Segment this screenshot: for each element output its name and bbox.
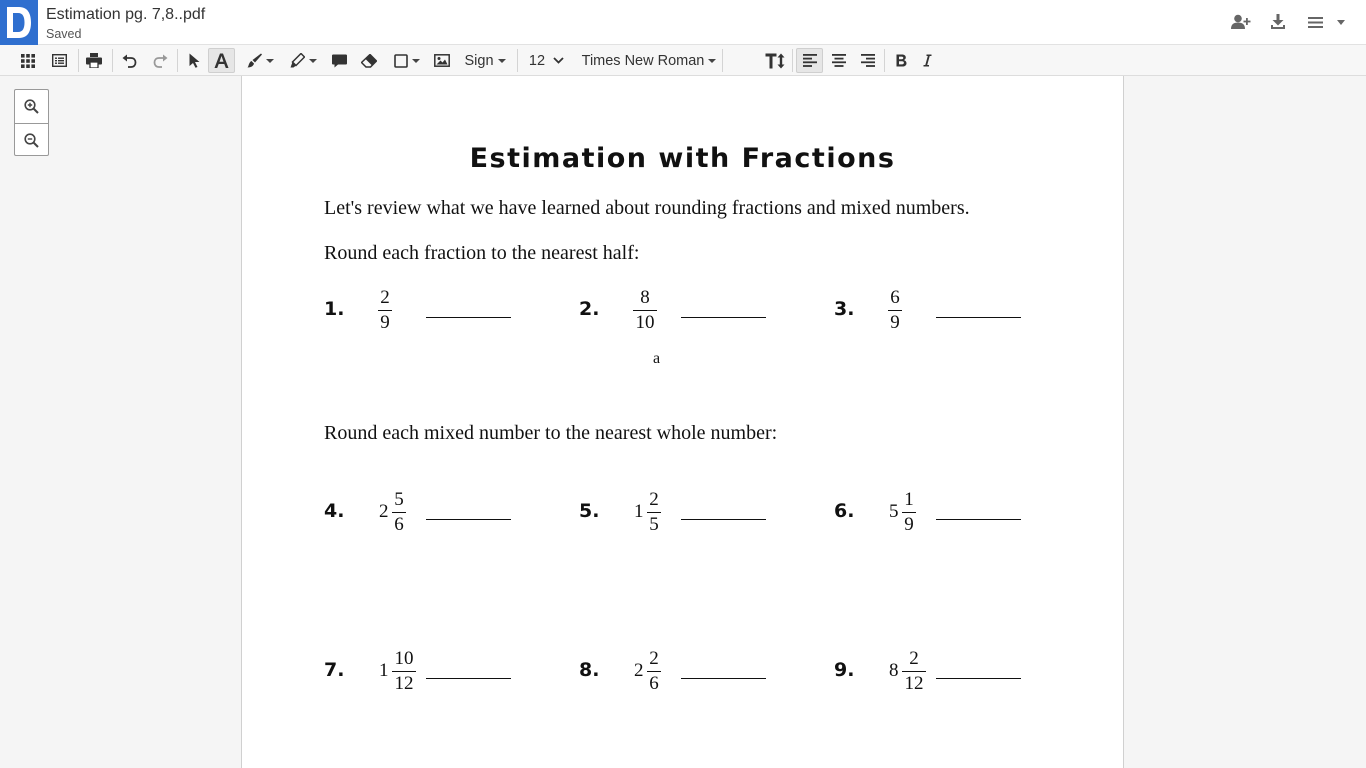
- text-tool-icon: [214, 53, 229, 68]
- menu-dropdown-button[interactable]: [1331, 12, 1351, 32]
- zoom-out-button[interactable]: [15, 123, 48, 156]
- numerator: 2: [649, 489, 659, 510]
- chevron-down-icon: [708, 59, 716, 63]
- chevron-down-icon: [309, 59, 317, 63]
- pdf-page[interactable]: [241, 76, 1124, 768]
- zoom-in-button[interactable]: [15, 90, 48, 123]
- fraction-bar: [392, 512, 406, 513]
- download-icon: [1271, 14, 1285, 30]
- answer-blank[interactable]: [936, 519, 1021, 520]
- denominator: 9: [380, 312, 390, 333]
- align-right-button[interactable]: [857, 48, 879, 73]
- chevron-down-icon: [498, 59, 506, 63]
- denominator: 9: [904, 514, 914, 535]
- document-logo-icon: [5, 6, 33, 39]
- toolbar-divider: [517, 49, 518, 72]
- sign-button[interactable]: [462, 48, 508, 73]
- toolbar-divider: [78, 49, 79, 72]
- problem-number: 3.: [834, 298, 855, 320]
- text-annotation[interactable]: a: [653, 350, 661, 367]
- undo-icon: [122, 54, 137, 68]
- font-size-select[interactable]: [524, 48, 569, 73]
- cursor-icon: [189, 53, 200, 68]
- font-family-value: Times New Roman: [581, 52, 705, 69]
- eraser-tool-button[interactable]: [358, 48, 380, 73]
- fraction: [392, 648, 416, 695]
- toolbar-divider: [177, 49, 178, 72]
- brush-icon: [247, 53, 262, 68]
- zoom-out-icon: [24, 133, 39, 148]
- image-icon: [434, 54, 450, 67]
- list-icon: [52, 54, 67, 67]
- fraction: [888, 287, 902, 334]
- share-button[interactable]: [1230, 12, 1252, 32]
- problem-number: 1.: [324, 298, 345, 320]
- text-tool-button[interactable]: [208, 48, 235, 73]
- whole-number: 1: [634, 501, 644, 522]
- numerator: 5: [394, 489, 404, 510]
- toolbar-divider: [884, 49, 885, 72]
- fraction-bar: [647, 512, 661, 513]
- font-family-select[interactable]: [576, 48, 722, 73]
- section-fractions-heading: Round each fraction to the nearest half:: [324, 242, 640, 264]
- fraction: [633, 287, 657, 334]
- toolbar-divider: [792, 49, 793, 72]
- fraction-bar: [902, 671, 926, 672]
- text-size-button[interactable]: [763, 48, 786, 73]
- italic-button[interactable]: [917, 48, 937, 73]
- comment-icon: [332, 54, 347, 68]
- fraction: [902, 648, 926, 695]
- comment-tool-button[interactable]: [328, 48, 350, 73]
- print-icon: [86, 53, 102, 68]
- download-button[interactable]: [1267, 12, 1289, 32]
- answer-blank[interactable]: [681, 519, 766, 520]
- chevron-down-icon: [412, 59, 420, 63]
- add-user-icon: [1231, 14, 1251, 30]
- align-left-button[interactable]: [796, 48, 823, 73]
- editor-toolbar: [0, 45, 1366, 76]
- fraction: [378, 287, 392, 334]
- list-view-button[interactable]: [48, 48, 70, 73]
- chevron-down-icon: [1337, 20, 1345, 25]
- numerator: 1: [904, 489, 914, 510]
- fraction-bar: [902, 512, 916, 513]
- intro-text: Let's review what we have learned about rounding fractions and mixed numbers.: [324, 197, 970, 219]
- numerator: 2: [380, 287, 390, 308]
- whole-number: 5: [889, 501, 899, 522]
- select-tool-button[interactable]: [183, 48, 205, 73]
- italic-icon: [923, 54, 932, 67]
- fraction-bar: [633, 310, 657, 311]
- answer-blank[interactable]: [936, 678, 1021, 679]
- fraction: [392, 489, 406, 536]
- toolbar-divider: [722, 49, 723, 72]
- numerator: 6: [890, 287, 900, 308]
- problem-number: 6.: [834, 500, 855, 522]
- app-logo[interactable]: [0, 0, 38, 45]
- fraction-bar: [378, 310, 392, 311]
- align-left-icon: [803, 54, 817, 67]
- answer-blank[interactable]: [426, 317, 511, 318]
- save-status: Saved: [46, 27, 82, 41]
- eraser-icon: [361, 54, 377, 68]
- answer-blank[interactable]: [426, 519, 511, 520]
- menu-icon: [1308, 16, 1323, 29]
- redo-icon: [153, 54, 168, 68]
- align-center-button[interactable]: [828, 48, 850, 73]
- answer-blank[interactable]: [681, 678, 766, 679]
- worksheet-title: Estimation with Fractions: [469, 143, 896, 174]
- problem-number: 7.: [324, 659, 345, 681]
- problem-number: 9.: [834, 659, 855, 681]
- bold-icon: [896, 54, 907, 67]
- square-icon: [394, 54, 408, 68]
- problem-number: 8.: [579, 659, 600, 681]
- denominator: 12: [904, 673, 924, 694]
- fraction: [647, 648, 661, 695]
- denominator: 5: [649, 514, 659, 535]
- toolbar-divider: [112, 49, 113, 72]
- menu-button[interactable]: [1304, 12, 1326, 32]
- answer-blank[interactable]: [681, 317, 766, 318]
- sign-label: Sign: [464, 52, 494, 69]
- problem-number: 5.: [579, 500, 600, 522]
- fraction-bar: [888, 310, 902, 311]
- text-height-icon: [765, 53, 785, 69]
- denominator: 6: [394, 514, 404, 535]
- whole-number: 8: [889, 660, 899, 681]
- numerator: 2: [649, 648, 659, 669]
- answer-blank[interactable]: [936, 317, 1021, 318]
- highlighter-icon: [290, 53, 305, 68]
- fraction-bar: [392, 671, 416, 672]
- redo-button[interactable]: [149, 48, 171, 73]
- fraction-bar: [647, 671, 661, 672]
- zoom-controls: [14, 89, 49, 156]
- chevron-down-icon: [553, 57, 564, 64]
- whole-number: 1: [379, 660, 389, 681]
- fraction: [902, 489, 916, 536]
- shape-tool-button[interactable]: [388, 48, 426, 73]
- thumbnails-button[interactable]: [17, 48, 39, 73]
- highlight-tool-button[interactable]: [285, 48, 322, 73]
- denominator: 6: [649, 673, 659, 694]
- align-center-icon: [832, 54, 846, 67]
- denominator: 12: [394, 673, 414, 694]
- denominator: 10: [635, 312, 655, 333]
- draw-tool-button[interactable]: [242, 48, 278, 73]
- problem-number: 2.: [579, 298, 600, 320]
- whole-number: 2: [634, 660, 644, 681]
- undo-button[interactable]: [118, 48, 140, 73]
- grid-icon: [21, 54, 35, 68]
- problem-number: 4.: [324, 500, 345, 522]
- image-tool-button[interactable]: [431, 48, 453, 73]
- document-title[interactable]: Estimation pg. 7,8..pdf: [46, 6, 206, 23]
- align-right-icon: [861, 54, 875, 67]
- font-size-value: 12: [528, 52, 546, 69]
- zoom-in-icon: [24, 99, 39, 114]
- fraction: [647, 489, 661, 536]
- numerator: 8: [640, 287, 650, 308]
- whole-number: 2: [379, 501, 389, 522]
- numerator: 10: [394, 648, 414, 669]
- denominator: 9: [890, 312, 900, 333]
- answer-blank[interactable]: [426, 678, 511, 679]
- bold-button[interactable]: [890, 48, 912, 73]
- section-mixed-heading: Round each mixed number to the nearest whole number:: [324, 422, 778, 444]
- chevron-down-icon: [266, 59, 274, 63]
- print-button[interactable]: [83, 48, 105, 73]
- numerator: 2: [909, 648, 919, 669]
- app-header: [0, 0, 1366, 45]
